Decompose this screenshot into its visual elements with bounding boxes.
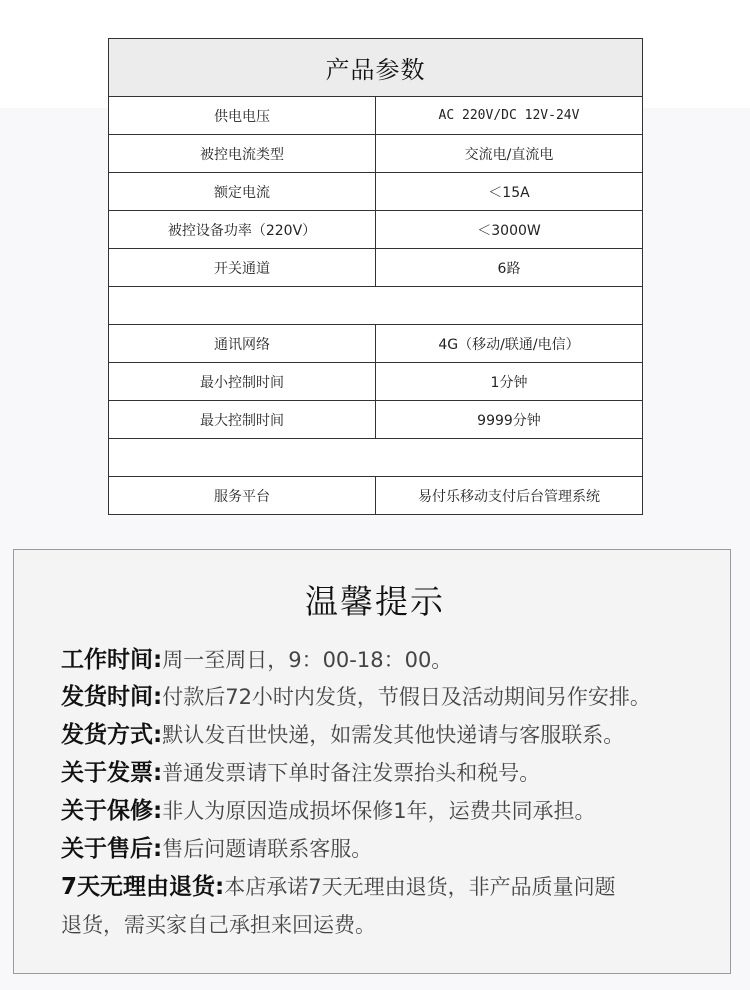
notice-item-text: 周一至周日，9：00-18：00。 — [162, 648, 453, 672]
table-row — [109, 363, 643, 401]
spec-value: ＜15A — [376, 173, 643, 211]
notice-item — [61, 683, 651, 711]
empty-separator-row — [109, 439, 643, 477]
spec-value: 6路 — [376, 249, 643, 287]
notice-item-text: 付款后72小时内发货，节假日及活动期间另作安排。 — [162, 685, 651, 709]
spec-value: 9999分钟 — [376, 401, 643, 439]
table-row — [109, 173, 643, 211]
notice-item-label: 7天无理由退货: — [61, 874, 225, 900]
table-row — [109, 211, 643, 249]
spec-value: 1分钟 — [376, 363, 643, 401]
notice-item-text: 本店承诺7天无理由退货，非产品质量问题 — [224, 875, 616, 899]
notice-item-label: 关于发票: — [61, 760, 163, 786]
notice-item-text: 非人为原因造成损坏保修1年，运费共同承担。 — [162, 799, 596, 823]
spec-key: 供电电压 — [109, 97, 376, 135]
spec-key: 额定电流 — [109, 173, 376, 211]
spec-key: 最小控制时间 — [109, 363, 376, 401]
spec-table — [108, 38, 643, 515]
spec-header-row — [109, 39, 643, 97]
spec-key: 被控电流类型 — [109, 135, 376, 173]
notice-title: 温馨提示 — [305, 582, 445, 621]
notice-item-text: 普通发票请下单时备注发票抬头和税号。 — [162, 761, 541, 785]
notice-item — [61, 873, 616, 901]
notice-item-text: 售后问题请联系客服。 — [162, 837, 373, 861]
spec-key: 最大控制时间 — [109, 401, 376, 439]
notice-item — [61, 646, 452, 674]
spec-value: 4G（移动/联通/电信） — [376, 325, 643, 363]
table-row — [109, 97, 643, 135]
notice-item-label: 工作时间: — [61, 647, 163, 673]
notice-item-label: 关于保修: — [61, 798, 163, 824]
notice-item-label: 关于售后: — [61, 836, 163, 862]
table-row — [109, 325, 643, 363]
empty-cell — [109, 439, 643, 477]
notice-item-label: 发货时间: — [61, 684, 163, 710]
spec-value: ＜3000W — [376, 211, 643, 249]
spec-key: 服务平台 — [109, 477, 376, 515]
notice-item — [61, 721, 624, 749]
spec-key: 开关通道 — [109, 249, 376, 287]
spec-value: 易付乐移动支付后台管理系统 — [376, 477, 643, 515]
table-row — [109, 135, 643, 173]
table-row — [109, 401, 643, 439]
spec-value: 交流电/直流电 — [376, 135, 643, 173]
notice-item-label: 发货方式: — [61, 722, 163, 748]
notice-item-text: 默认发百世快递，如需发其他快递请与客服联系。 — [162, 723, 625, 747]
spec-key: 被控设备功率（220V） — [109, 211, 376, 249]
empty-separator-row — [109, 287, 643, 325]
table-row — [109, 249, 643, 287]
spec-value: AC 220V/DC 12V-24V — [376, 97, 643, 135]
notice-item — [61, 835, 372, 863]
notice-item-continuation: 退货，需买家自己承担来回运费。 — [61, 913, 376, 937]
empty-cell — [109, 287, 643, 325]
spec-key: 通讯网络 — [109, 325, 376, 363]
table-row — [109, 477, 643, 515]
notice-item — [61, 797, 596, 825]
notice-item — [61, 759, 540, 787]
spec-title: 产品参数 — [109, 39, 643, 97]
